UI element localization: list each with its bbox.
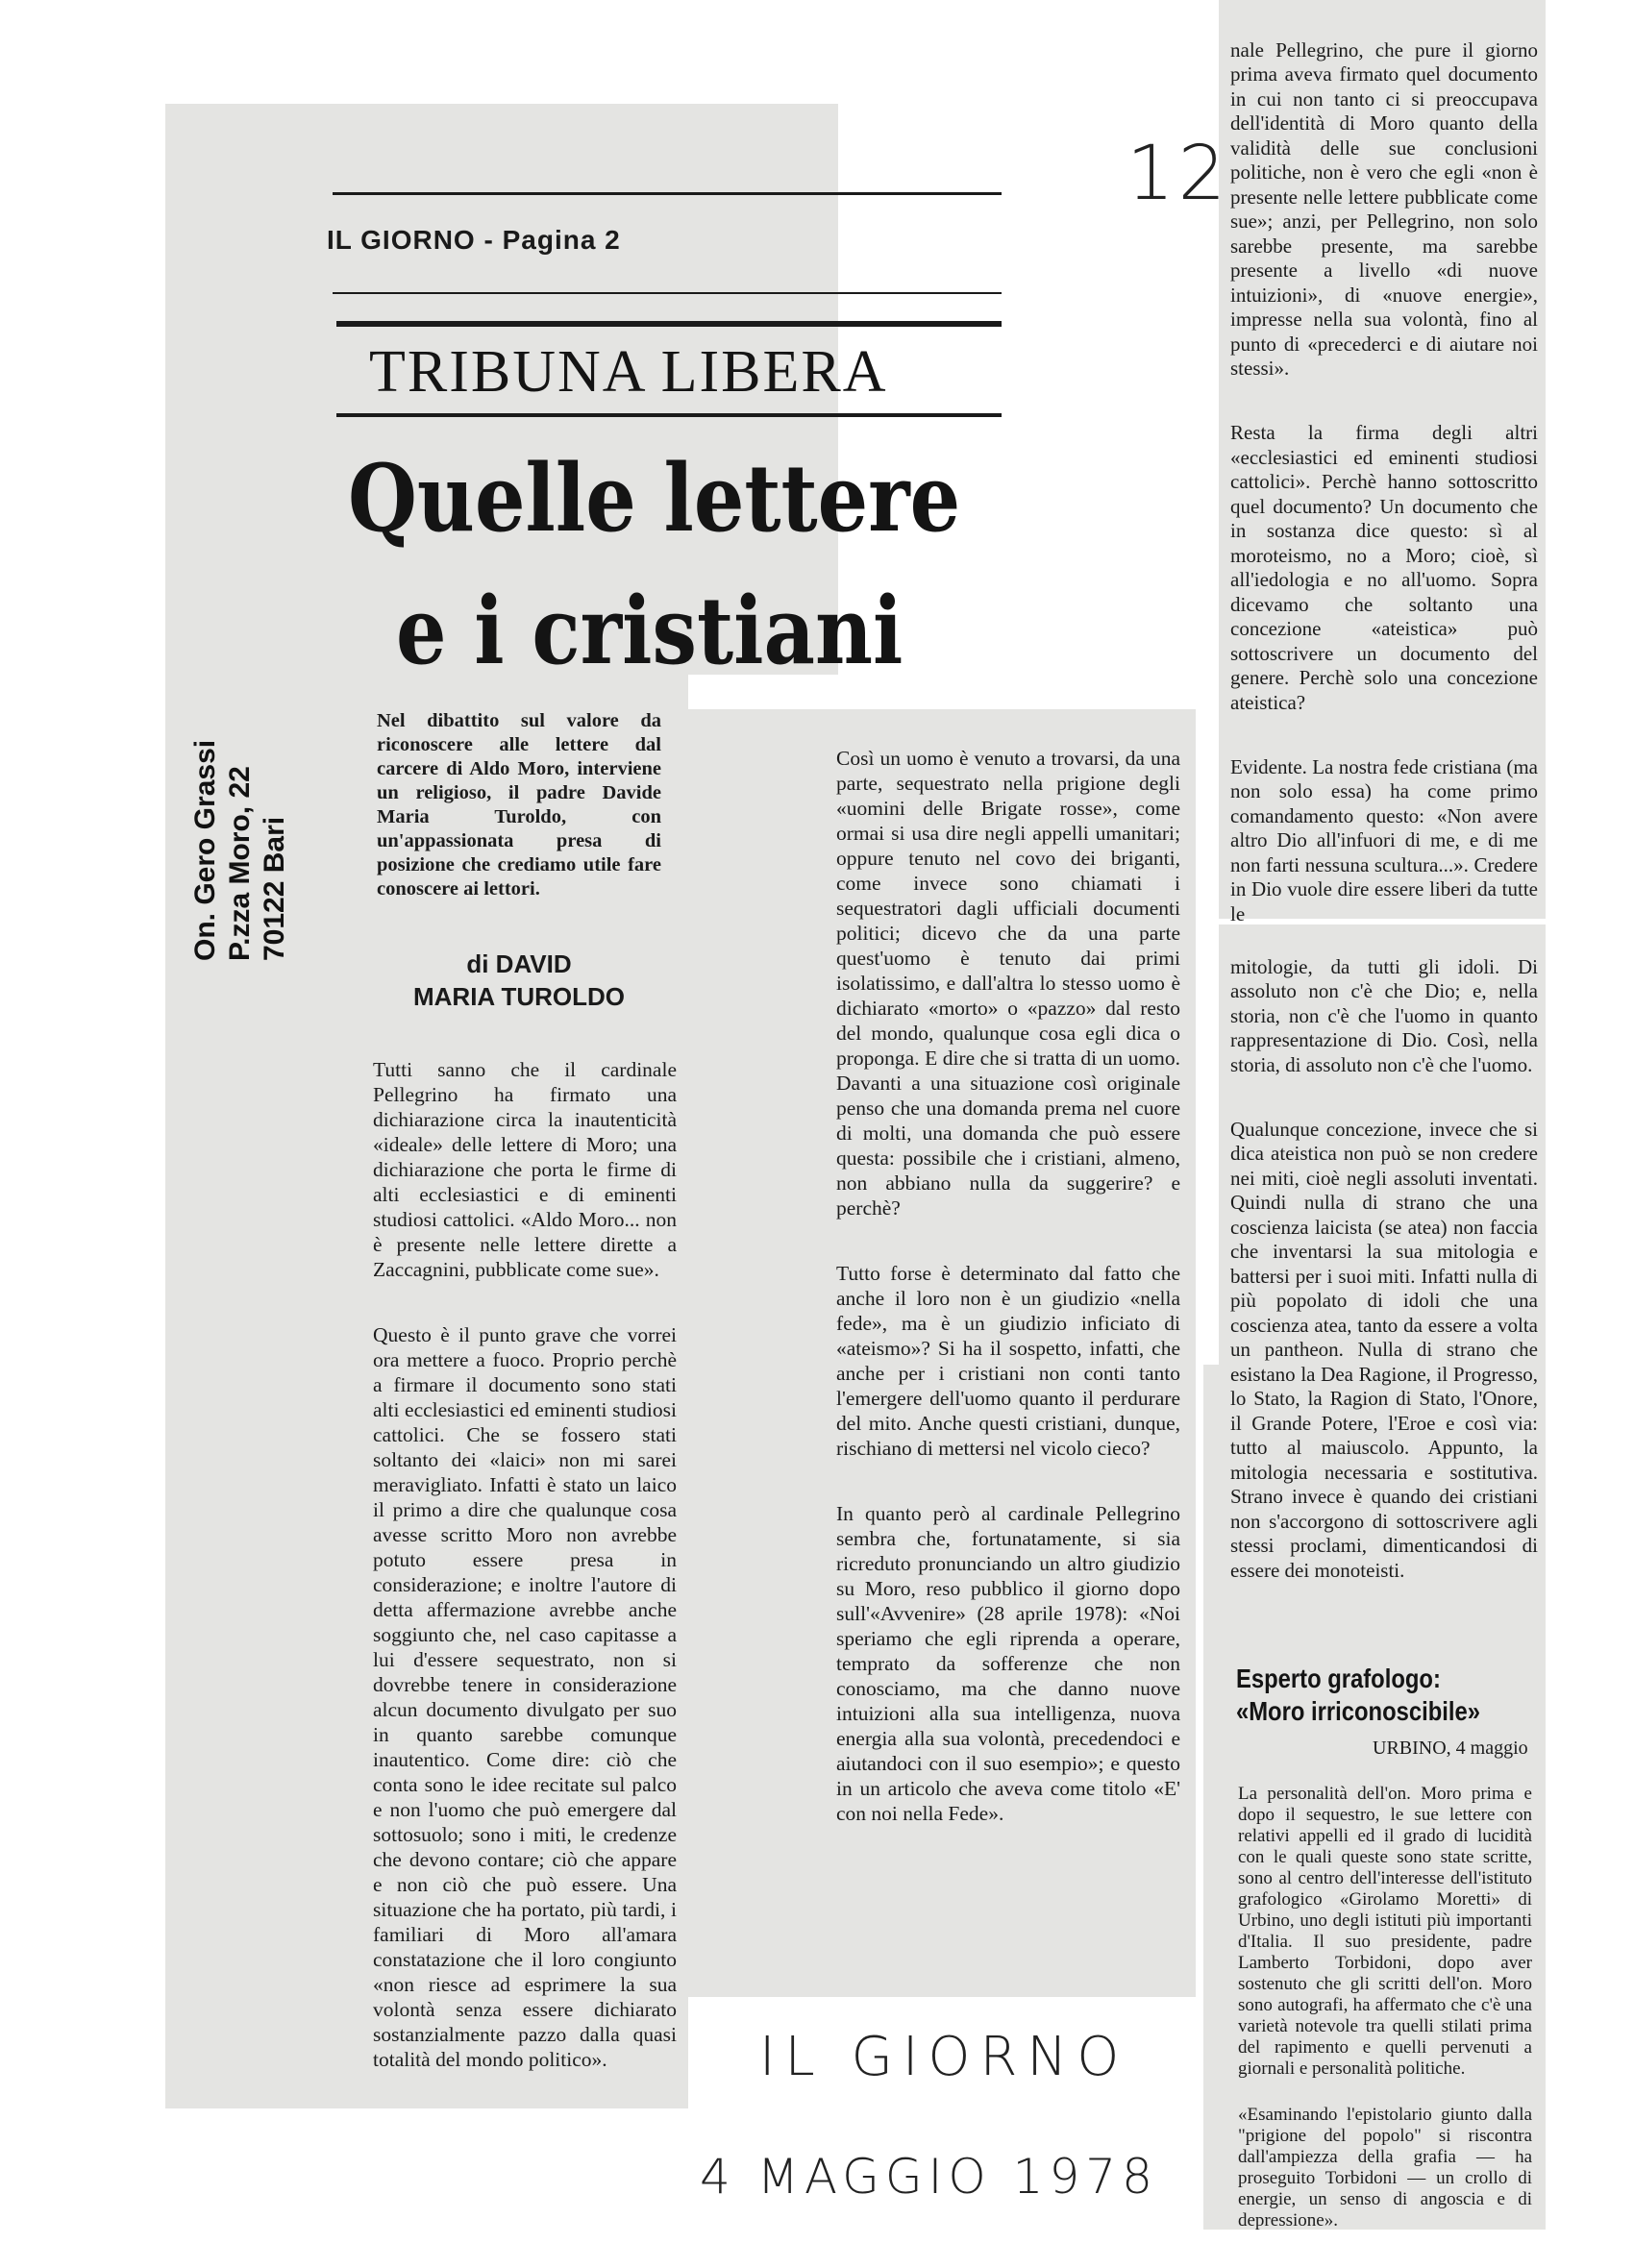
intro-text: Nel dibattito sul valore da riconoscere alle lettere dal carcere di Aldo Moro, interviene un religioso, il padre Davide Maria Turoldo, con un'appassionata presa di posizione che crediamo utile fare conoscere ai lettori. [377, 710, 661, 900]
sidebar-title [1236, 1663, 1480, 1728]
handwritten-page-mark: 12 [1126, 131, 1230, 217]
col3-paragraph-3: Evidente. La nostra fede cristiana (ma non solo essa) ha come primo comandamento questo: «Non avere altro Dio all'infuori di me, e di me non farti nessuna scultura...». Credere in Dio vuole dire essere liberi da tutte le [1230, 754, 1538, 925]
col1-paragraph-1: Tutti sanno che il cardinale Pellegrino ha firmato una dichiarazione circa la inautenticità «ideale» delle lettere di Moro; una dichiarazione che porta le firme di alti ecclesiastici e di eminenti studiosi cattolici. «Aldo Moro... non è presente nelle lettere dirette a Zaccagnini, pubblicate come sue». [373, 1058, 677, 1281]
stamp-name: On. Gero Grassi [189, 739, 221, 961]
column-3-top [1230, 13, 1538, 967]
handwritten-paper-name: IL GIORNO [759, 2026, 1129, 2088]
section-rule-top [336, 321, 1002, 327]
masthead-page: IL GIORNO - Pagina 2 [327, 225, 621, 255]
sidebar-body [1238, 1763, 1532, 2268]
sidebar-paragraph-2: «Esaminando l'epistolario giunto dalla "prigione del popolo" si riscontra dall'ampiezza della grafia — ha proseguito Torbidoni — un crollo di energie, un senso di angoscia e di depressione». [1238, 2105, 1532, 2231]
col3-paragraph-1: nale Pellegrino, che pure il giorno prima aveva firmato quel documento in cui non tanto ci si preoccupava dell'identità di Moro quanto della validità delle sue conclusioni politiche, non è vero che egli «non è presente nelle lettere pubblicate come sue»; anzi, per Pellegrino, non solo sarebbe presente, ma sarebbe presente a livello «di nuove intuizioni», di «nuove energie», impresse nella sua volontà, fino al punto di «precederci e di aiutare noi stessi». [1230, 37, 1538, 380]
byline-line2: MARIA TUROLDO [412, 982, 625, 1011]
section-rule-bottom [336, 413, 1002, 417]
sidebar-title-line2: «Moro irriconoscibile» [1236, 1696, 1480, 1726]
sidebar-dateline: URBINO, 4 maggio [1373, 1738, 1528, 1759]
column-2 [836, 721, 1180, 1866]
col3-paragraph-5: Qualunque concezione, invece che si dica ateistica non può se non credere nei miti, cioè negli assoluti inventati. Quindi nulla di strano che una coscienza laicista (se atea) non faccia che inventarsi la sua mitologia e battersi per i suoi miti. Infatti nulla di più popolato di idoli che una coscienza atea, tanto da essere a volta un pantheon. Nulla di strano che esistano la Dea Ragione, il Progresso, lo Stato, la Ragion di Stato, l'Onore, il Grande Potere, l'Eroe e così via: tutto al maiuscolo. Appunto, la mitologia necessaria e sostitutiva. Strano invece è quando dei cristiani non s'accorgono di sottoscrivere agli stessi proclami, dimenticandosi di essere dei monoteisti. [1230, 1117, 1538, 1582]
masthead-rule-bottom [333, 292, 1002, 294]
byline-line1: di DAVID [466, 949, 572, 978]
col2-paragraph-3: In quanto però al cardinale Pellegrino sembra che, fortunatamente, si sia ricreduto pronunciando un altro giudizio su Moro, reso pubblico il giorno dopo sull'«Avvenire» (28 aprile 1978): «Noi speriamo che egli riprenda a operare, temprato da sofferenze che non conosciamo, ma che danno nuove intuizioni alla sua intelligenza, nuova energia alla sua volontà, precedendoci e aiutandoci con il suo esempio»; e questo in un articolo che aveva come titolo «E' con noi nella Fede». [836, 1502, 1180, 1825]
masthead-rule-top [333, 192, 1002, 195]
byline [377, 948, 661, 1013]
sidebar-title-line1: Esperto grafologo: [1236, 1664, 1441, 1693]
col3-paragraph-2: Resta la firma degli altri «ecclesiastici ed eminenti studiosi cattolici». Perchè hanno sottoscritto quel documento? Un documento che in sostanza dice questo: sì al moroteismo, no a Moro; cioè, sì all'iedologia e no all'uomo. Sopra dicevamo che soltanto una concezione «ateistica» può sottoscrivere un documento del genere. Perchè solo una concezione ateistica? [1230, 421, 1538, 714]
sidebar-paragraph-1: La personalità dell'on. Moro prima e dopo il sequestro, le sue lettere con relativi appelli ed il grado di lucidità con le quali queste sono state scritte, sono al centro dell'interesse dell'istituto grafologico «Girolamo Moretti» di Urbino, uno degli istituti più importanti d'Italia. Il suo presidente, padre Lamberto Torbidoni, dopo aver sostenuto che gli scritti dell'on. Moro sono autografi, ha affermato che c'è una varietà notevole tra quelli stilati prima del rapimento e quelli pervenuti a giornali e personalità politiche. [1238, 1784, 1532, 2079]
col2-paragraph-2: Tutto forse è determinato dal fatto che anche il loro non è un giudizio «nella fede», ma è un giudizio inficiato di «ateismo»? Si ha il sospetto, infatti, che anche per i cristiani non conti tanto l'emergere dell'uomo quanto il perdurare del mito. Anche questi cristiani, dunque, rischiano di mettersi nel vicolo cieco? [836, 1262, 1180, 1460]
headline-line1: Quelle lettere [348, 444, 961, 553]
column-3-middle [1230, 930, 1538, 1623]
column-1 [373, 1032, 677, 2112]
stamp-street: P.zza Moro, 22 [224, 766, 256, 961]
headline-line2: e i cristiani [396, 577, 904, 685]
col2-paragraph-1: Così un uomo è venuto a trovarsi, da una parte, sequestrato nella prigione degli «uomini delle Brigate rosse», come ormai si usa dire negli appelli umanitari; oppure tenuto nel covo dei briganti, come invece sono chiamati i sequestratori dagli ufficiali documenti politici; dicevo che da una parte quest'uomo è tenuto dai primi isolatissimo, e dall'altra lo stesso uomo è dichiarato «morto» o «pazzo» dal resto del mondo, qualunque cosa egli dica o proponga. E dire che si tratta di un uomo. Davanti a una situazione così originale penso che una domanda prema nel cuore di molti, una domanda che può essere questa: possibile che i cristiani, almeno, non abbiano nulla da suggerire? e perchè? [836, 747, 1180, 1220]
col3-paragraph-4: mitologie, da tutti gli idoli. Di assoluto non c'è che Dio; e, nella storia, non c'è che l'uomo in quanto rappresentazione di Dio. Così, nella storia, di assoluto non c'è che l'uomo. [1230, 954, 1538, 1076]
col1-paragraph-2: Questo è il punto grave che vorrei ora mettere a fuoco. Proprio perchè a firmare il documento sono stati alti ecclesiastici ed eminenti studiosi cattolici. Che se fossero stati soltanto dei «laici» non mi sarei meravigliato. Infatti è stato un laico il primo a dire che qualunque cosa avesse scritto Moro non avrebbe potuto essere presa in considerazione; e inoltre l'autore di detta affermazione avrebbe anche soggiunto che, nel caso capitasse a lui d'essere sequestrato, non si dovrebbe tenere in considerazione alcun documento divulgato per suo in quanto sarebbe comunque inautentico. Come dire: ciò che conta sono le idee recitate sul palco e non l'uomo che può emergere dal sottosuolo; sono i miti, le credenze che devono contare; ciò che appare e non ciò che può essere. Una situazione che ha portato, più tardi, i familiari di Moro all'amara constatazione che il loro congiunto «non riesce ad esprimere la sua volontà senza essere dichiarato sostanzialmente pazzo dalla quasi totalità del mondo politico». [373, 1323, 677, 2071]
stamp-city: 70122 Bari [259, 816, 290, 961]
handwritten-date: 4 MAGGIO 1978 [700, 2149, 1158, 2205]
section-title: TRIBUNA LIBERA [369, 339, 888, 405]
stamp [188, 644, 292, 961]
